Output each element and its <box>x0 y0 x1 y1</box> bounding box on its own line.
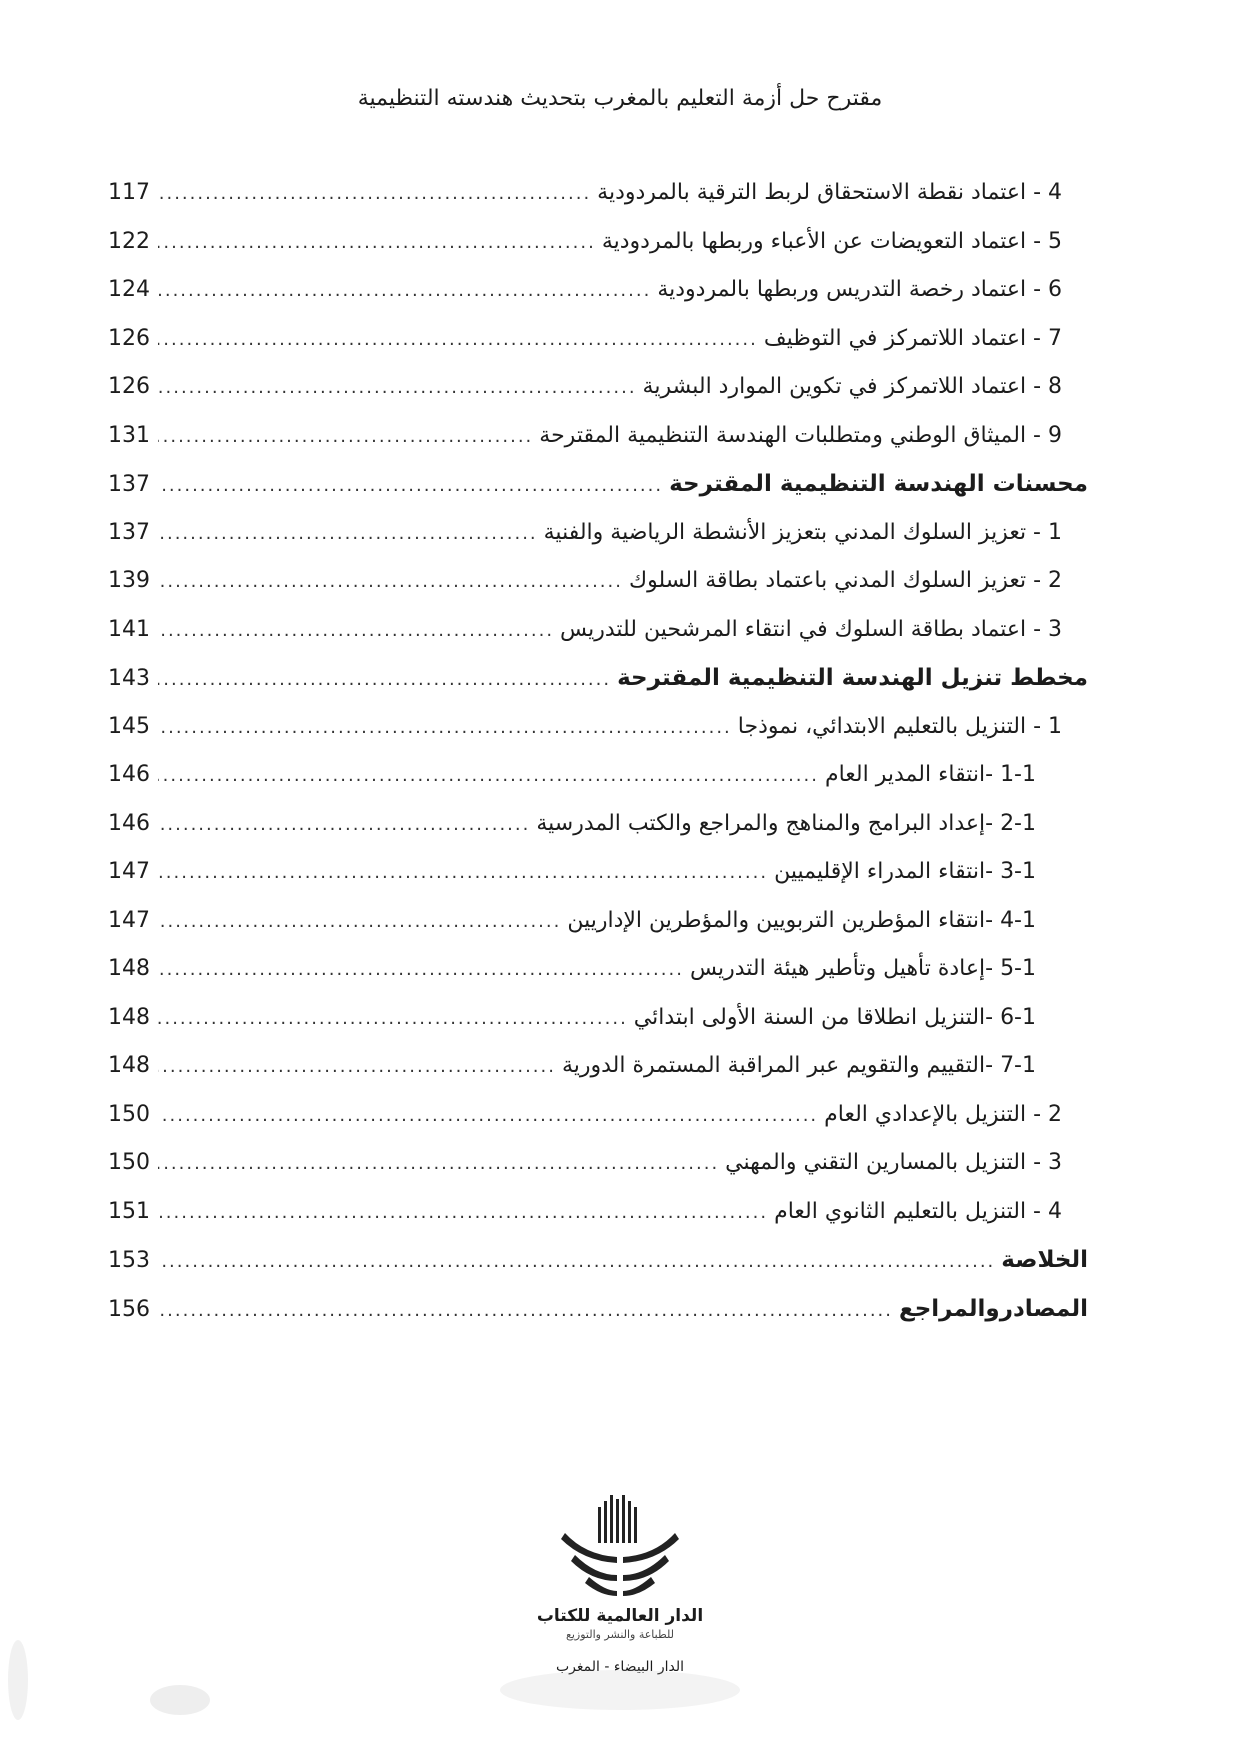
publisher-name: الدار العالمية للكتاب <box>536 1606 704 1626</box>
toc-leader-dots <box>158 329 758 350</box>
toc-leader-dots <box>158 1251 995 1272</box>
toc-leader-dots <box>158 669 611 690</box>
toc-page-number: 126 <box>108 325 150 351</box>
toc-page-number: 131 <box>108 422 150 448</box>
toc-leader-dots <box>158 523 538 544</box>
toc-row <box>108 811 1088 860</box>
toc-row <box>108 859 1088 908</box>
toc-row <box>108 180 1088 229</box>
page-header: مقترح حل أزمة التعليم بالمغرب بتحديث هندسته التنظيمية <box>357 86 883 111</box>
toc-row <box>108 617 1088 666</box>
toc-row <box>108 520 1088 569</box>
toc-row <box>108 1150 1088 1199</box>
toc-row <box>108 471 1088 520</box>
toc-leader-dots <box>158 232 596 253</box>
toc-entry-title: 1-1 -انتقاء المدير العام <box>824 762 1036 787</box>
toc-row <box>108 568 1088 617</box>
toc-page-number: 147 <box>108 859 150 884</box>
toc-row <box>108 1102 1088 1151</box>
toc-page-number: 124 <box>108 277 150 302</box>
toc-page-number: 148 <box>108 1053 150 1078</box>
toc-entry-title: 8 - اعتماد اللاتمركز في تكوين الموارد البشرية <box>642 374 1062 399</box>
toc-entry-title: 4 - التنزيل بالتعليم الثانوي العام <box>774 1198 1062 1224</box>
toc-page-number: 147 <box>108 907 150 933</box>
toc-entry-title: 4 - اعتماد نقطة الاستحقاق لربط الترقية بالمردودية <box>597 180 1062 205</box>
toc-page-number: 126 <box>108 374 150 399</box>
toc-row <box>108 229 1088 278</box>
toc-entry-title: 3 - التنزيل بالمسارين التقني والمهني <box>725 1150 1062 1175</box>
toc-page-number: 143 <box>108 666 150 691</box>
toc-entry-title: 7-1 -التقييم والتقويم عبر المراقبة المستمرة الدورية <box>561 1053 1036 1078</box>
toc-page-number: 137 <box>108 519 150 545</box>
toc-page-number: 150 <box>108 1101 150 1127</box>
toc-entry-title: 3-1 -انتقاء المدراء الإقليميين <box>774 859 1036 884</box>
toc-leader-dots <box>158 377 637 398</box>
toc-leader-dots <box>158 1202 768 1223</box>
toc-leader-dots <box>158 1056 556 1077</box>
toc-entry-title: 1 - تعزيز السلوك المدني بتعزيز الأنشطة الرياضية والفنية <box>543 519 1062 545</box>
scan-speck <box>8 1640 28 1720</box>
toc-page-number: 150 <box>108 1150 150 1175</box>
toc-leader-dots <box>158 959 684 980</box>
publisher-city: الدار البيضاء - المغرب <box>555 1659 685 1675</box>
toc-page-number: 117 <box>108 180 150 205</box>
scan-speck <box>150 1685 210 1715</box>
toc-leader-dots <box>158 1153 719 1174</box>
toc-entry-title: 6-1 -التنزيل انطلاقا من السنة الأولى ابتدائي <box>633 1004 1036 1030</box>
toc-leader-dots <box>158 183 591 204</box>
table-of-contents <box>108 180 1088 1344</box>
toc-row <box>108 326 1088 375</box>
toc-row <box>108 956 1088 1005</box>
toc-page-number: 148 <box>108 1004 150 1030</box>
toc-entry-title: 7 - اعتماد اللاتمركز في التوظيف <box>763 325 1062 351</box>
toc-row <box>108 714 1088 763</box>
toc-row <box>108 1199 1088 1248</box>
toc-entry-title: 2 - التنزيل بالإعدادي العام <box>824 1101 1062 1127</box>
toc-page-number: 139 <box>108 568 150 593</box>
toc-leader-dots <box>158 475 663 496</box>
publisher-logo-icon <box>555 1495 685 1600</box>
toc-page-number: 156 <box>108 1296 150 1322</box>
toc-row <box>108 1247 1088 1296</box>
toc-row <box>108 1053 1088 1102</box>
toc-row <box>108 1296 1088 1345</box>
toc-row <box>108 374 1088 423</box>
publisher-subtitle: للطباعة والنشر والتوزيع <box>565 1628 674 1641</box>
toc-leader-dots <box>158 1105 818 1126</box>
toc-entry-title: 4-1 -انتقاء المؤطرين التربويين والمؤطرين الإداريين <box>567 907 1036 933</box>
toc-entry-title: المصادروالمراجع <box>899 1295 1088 1322</box>
toc-page-number: 146 <box>108 810 150 836</box>
toc-entry-title: مخطط تنزيل الهندسة التنظيمية المقترحة <box>617 665 1088 691</box>
toc-entry-title: 3 - اعتماد بطاقة السلوك في انتقاء المرشحين للتدريس <box>560 616 1062 642</box>
toc-leader-dots <box>158 1008 628 1029</box>
publisher-block <box>470 1495 770 1675</box>
toc-entry-title: 1 - التنزيل بالتعليم الابتدائي، نموذجا <box>737 713 1062 739</box>
toc-leader-dots <box>158 862 768 883</box>
toc-row <box>108 423 1088 472</box>
toc-entry-title: 6 - اعتماد رخصة التدريس وربطها بالمردودية <box>657 277 1062 302</box>
toc-entry-title: 9 - الميثاق الوطني ومتطلبات الهندسة التنظيمية المقترحة <box>539 422 1062 448</box>
toc-entry-title: 2-1 -إعداد البرامج والمناهج والمراجع والكتب المدرسية <box>536 810 1036 836</box>
toc-leader-dots <box>158 814 530 835</box>
toc-entry-title: 5-1 -إعادة تأهيل وتأطير هيئة التدريس <box>689 956 1036 981</box>
toc-page-number: 151 <box>108 1198 150 1224</box>
toc-page-number: 145 <box>108 713 150 739</box>
toc-leader-dots <box>158 571 623 592</box>
toc-row <box>108 665 1088 714</box>
toc-entry-title: الخلاصة <box>1001 1247 1088 1273</box>
toc-entry-title: محسنات الهندسة التنظيمية المقترحة <box>669 471 1088 497</box>
toc-leader-dots <box>158 717 732 738</box>
toc-page-number: 137 <box>108 472 150 497</box>
toc-entry-title: 5 - اعتماد التعويضات عن الأعباء وربطها بالمردودية <box>601 228 1062 254</box>
toc-row <box>108 762 1088 811</box>
scan-speck <box>500 1670 740 1710</box>
toc-leader-dots <box>158 1300 893 1321</box>
toc-leader-dots <box>158 911 561 932</box>
toc-leader-dots <box>158 426 533 447</box>
toc-leader-dots <box>158 765 819 786</box>
toc-page-number: 146 <box>108 762 150 787</box>
toc-page-number: 141 <box>108 616 150 642</box>
toc-page-number: 153 <box>108 1248 150 1273</box>
toc-page-number: 148 <box>108 956 150 981</box>
toc-leader-dots <box>158 620 554 641</box>
toc-leader-dots <box>158 280 651 301</box>
toc-entry-title: 2 - تعزيز السلوك المدني باعتماد بطاقة السلوك <box>628 568 1062 593</box>
toc-page-number: 122 <box>108 228 150 254</box>
toc-row <box>108 277 1088 326</box>
toc-row <box>108 908 1088 957</box>
toc-row <box>108 1005 1088 1054</box>
